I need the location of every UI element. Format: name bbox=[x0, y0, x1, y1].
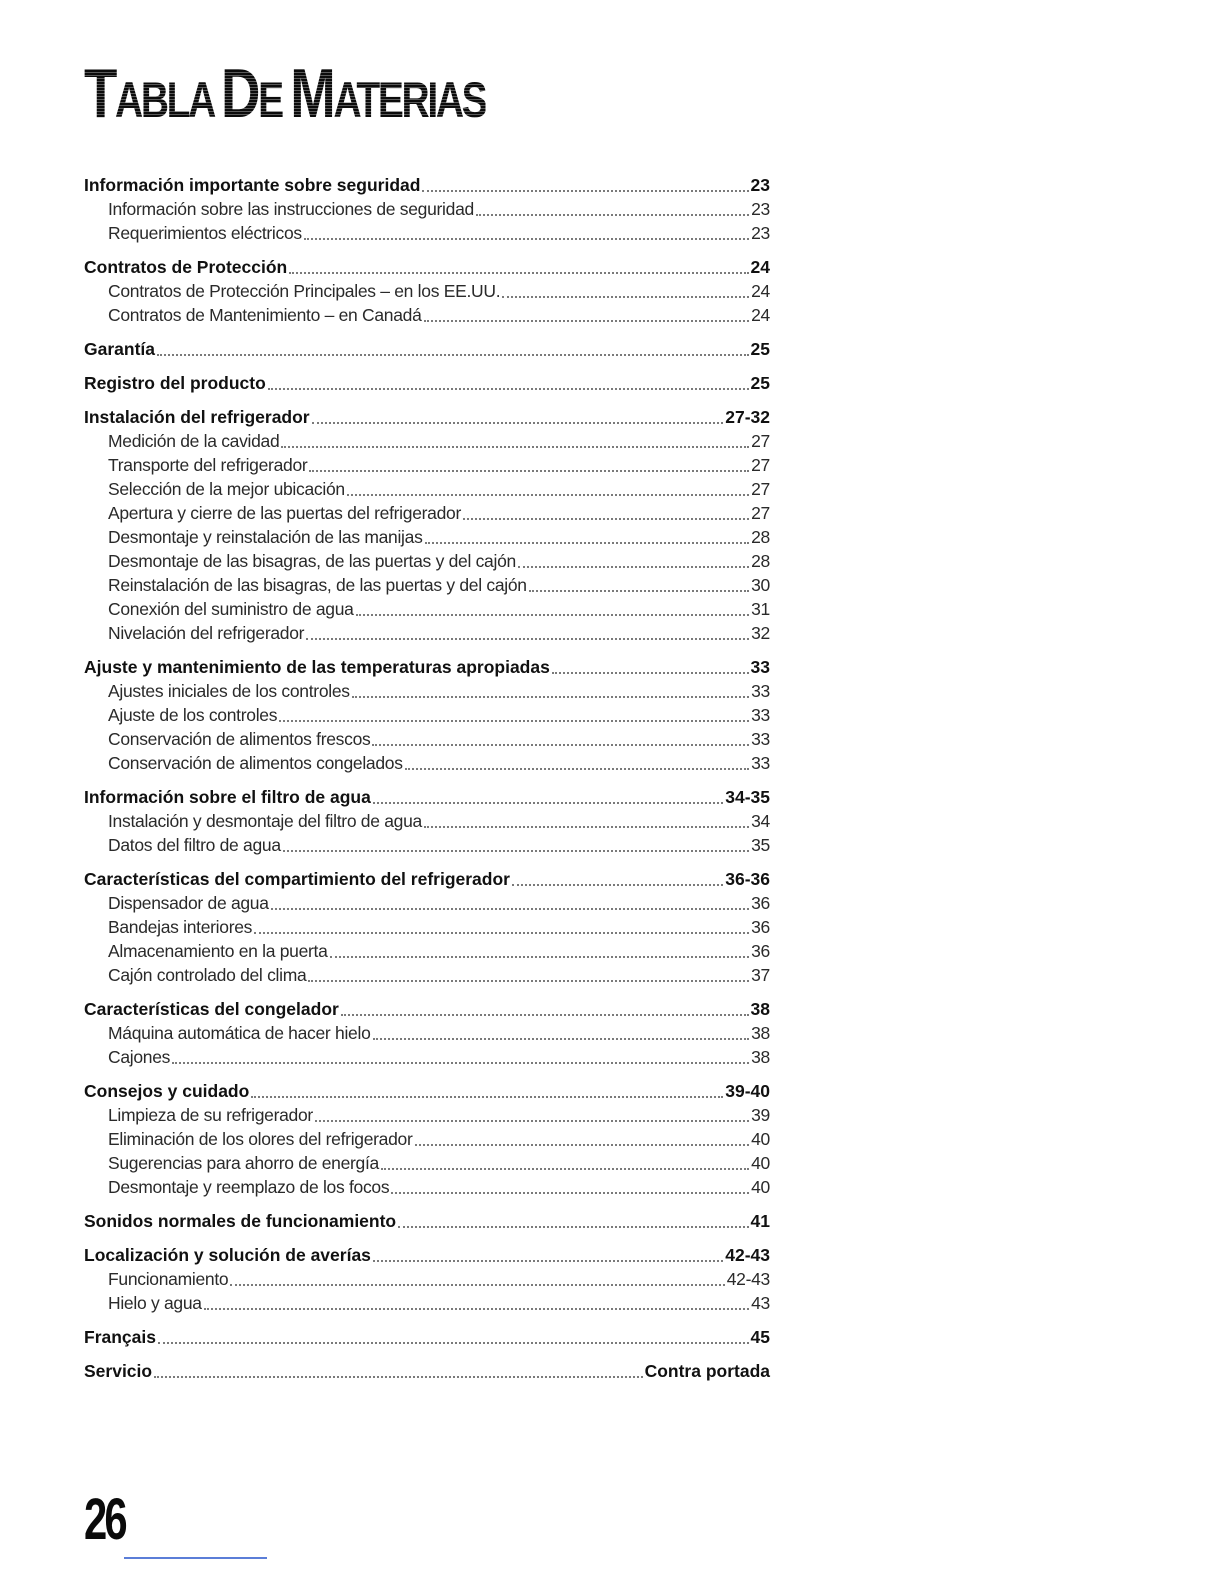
toc-subentry[interactable] bbox=[84, 963, 770, 987]
toc-entry-title: Instalación del refrigerador bbox=[84, 407, 310, 427]
dot-leader bbox=[281, 445, 749, 448]
toc-entry-page: 34-35 bbox=[725, 787, 770, 807]
toc-entry-title: Français bbox=[84, 1327, 156, 1347]
dot-leader bbox=[312, 421, 724, 424]
toc-entry-page: 36 bbox=[751, 941, 770, 961]
toc-entry-title: Servicio bbox=[84, 1361, 153, 1381]
toc-entry-title: Selección de la mejor ubicación bbox=[108, 479, 345, 499]
dot-leader bbox=[315, 1119, 749, 1122]
toc-entry-page: 42-43 bbox=[726, 1269, 770, 1289]
dot-leader bbox=[424, 319, 750, 322]
dot-leader bbox=[512, 883, 723, 886]
toc-entry-title: Reinstalación de las bisagras, de las puertas y del cajón bbox=[108, 575, 527, 595]
toc-subentry[interactable] bbox=[84, 525, 770, 549]
toc-section-heading[interactable] bbox=[84, 867, 770, 891]
toc-subentry[interactable] bbox=[84, 891, 770, 915]
toc-entry-title: Conexión del suministro de agua bbox=[108, 599, 354, 619]
toc-subentry[interactable] bbox=[84, 1127, 770, 1151]
toc-section-heading[interactable] bbox=[84, 1359, 770, 1383]
toc-entry-page: 23 bbox=[750, 175, 770, 195]
toc-entry-page: 37 bbox=[751, 965, 770, 985]
dot-leader bbox=[463, 517, 749, 520]
toc-entry-title: Características del compartimiento del refrigerador bbox=[84, 869, 510, 889]
toc-entry-title: Registro del producto bbox=[84, 373, 266, 393]
toc-subentry[interactable] bbox=[84, 597, 770, 621]
toc-section bbox=[84, 655, 770, 775]
dot-leader bbox=[279, 719, 749, 722]
toc-entry-title: Funcionamiento bbox=[108, 1269, 229, 1289]
toc-entry-title: Ajuste de los controles bbox=[108, 705, 278, 725]
toc-entry-page: 25 bbox=[750, 373, 770, 393]
toc-entry-page: 27 bbox=[751, 479, 770, 499]
toc-entry-title: Requerimientos eléctricos bbox=[108, 223, 302, 243]
toc-entry-title: Conservación de alimentos frescos bbox=[108, 729, 371, 749]
toc-entry-page: 42-43 bbox=[725, 1245, 770, 1265]
toc-subentry[interactable] bbox=[84, 573, 770, 597]
dot-leader bbox=[271, 907, 749, 910]
toc-entry-title: Ajuste y mantenimiento de las temperaturas apropiadas bbox=[84, 657, 550, 677]
toc-entry-title: Instalación y desmontaje del filtro de agua bbox=[108, 811, 422, 831]
toc-section bbox=[84, 337, 770, 361]
toc-entry-page: 41 bbox=[750, 1211, 770, 1231]
toc-section bbox=[84, 371, 770, 395]
dot-leader bbox=[381, 1167, 749, 1170]
dot-leader bbox=[254, 931, 749, 934]
toc-entry-title: Cajón controlado del clima bbox=[108, 965, 307, 985]
toc-entry-title: Sonidos normales de funcionamiento bbox=[84, 1211, 397, 1231]
toc-subentry[interactable] bbox=[84, 279, 770, 303]
toc-entry-page: 28 bbox=[751, 527, 770, 547]
toc-entry-title: Desmontaje y reinstalación de las manijas bbox=[108, 527, 423, 547]
toc-entry-title: Dispensador de agua bbox=[108, 893, 269, 913]
dot-leader bbox=[158, 1341, 749, 1344]
toc-section bbox=[84, 405, 770, 645]
dot-leader bbox=[341, 1013, 749, 1016]
toc-section bbox=[84, 867, 770, 987]
toc-entry-title: Eliminación de los olores del refrigerador bbox=[108, 1129, 413, 1149]
toc-entry-page: 25 bbox=[750, 339, 770, 359]
dot-leader bbox=[347, 493, 749, 496]
toc-section bbox=[84, 1209, 770, 1233]
toc-entry-page: 45 bbox=[750, 1327, 770, 1347]
toc-subentry[interactable] bbox=[84, 727, 770, 751]
toc-entry-page: 27 bbox=[751, 431, 770, 451]
toc-entry-title: Características del congelador bbox=[84, 999, 339, 1019]
toc-section-heading[interactable] bbox=[84, 997, 770, 1021]
toc-entry-page: 24 bbox=[750, 257, 770, 277]
toc-subentry[interactable] bbox=[84, 1151, 770, 1175]
toc-entry-page: 36-36 bbox=[725, 869, 770, 889]
toc-entry-title: Conservación de alimentos congelados bbox=[108, 753, 403, 773]
dot-leader bbox=[308, 979, 749, 982]
toc-section bbox=[84, 255, 770, 327]
toc-subentry[interactable] bbox=[84, 453, 770, 477]
page-number: 26 bbox=[84, 1487, 125, 1552]
toc-subentry[interactable] bbox=[84, 1291, 770, 1315]
toc-entry-title: Desmontaje y reemplazo de los focos bbox=[108, 1177, 390, 1197]
dot-leader bbox=[154, 1375, 642, 1378]
toc-entry-title: Nivelación del refrigerador bbox=[108, 623, 305, 643]
toc-entry-title: Localización y solución de averías bbox=[84, 1245, 371, 1265]
toc-entry-page: 23 bbox=[751, 199, 770, 219]
toc-subentry[interactable] bbox=[84, 1103, 770, 1127]
toc-entry-page: 30 bbox=[751, 575, 770, 595]
toc-subentry[interactable] bbox=[84, 549, 770, 573]
toc-section bbox=[84, 1243, 770, 1315]
toc-subentry[interactable] bbox=[84, 221, 770, 245]
toc-section bbox=[84, 1079, 770, 1199]
toc-entry-title: Ajustes iniciales de los controles bbox=[108, 681, 350, 701]
dot-leader bbox=[425, 541, 750, 544]
toc-subentry[interactable] bbox=[84, 939, 770, 963]
toc-entry-title: Información importante sobre seguridad bbox=[84, 175, 421, 195]
toc-entry-page: 33 bbox=[751, 681, 770, 701]
dot-leader bbox=[373, 1259, 723, 1262]
toc-entry-title: Información sobre el filtro de agua bbox=[84, 787, 371, 807]
toc-section-heading[interactable] bbox=[84, 371, 770, 395]
toc-section-heading[interactable] bbox=[84, 337, 770, 361]
dot-leader bbox=[283, 849, 749, 852]
toc-entry-page: 27-32 bbox=[725, 407, 770, 427]
toc-entry-page: 40 bbox=[751, 1177, 770, 1197]
toc-section-heading[interactable] bbox=[84, 405, 770, 429]
toc-entry-page: 24 bbox=[751, 305, 770, 325]
dot-leader bbox=[422, 189, 748, 192]
toc-entry-page: 43 bbox=[751, 1293, 770, 1313]
toc-entry-page: 32 bbox=[751, 623, 770, 643]
dot-leader bbox=[330, 955, 750, 958]
toc-entry-page: 31 bbox=[751, 599, 770, 619]
toc-subentry[interactable] bbox=[84, 915, 770, 939]
toc-entry-page: 27 bbox=[751, 503, 770, 523]
toc-entry-title: Hielo y agua bbox=[108, 1293, 202, 1313]
toc-entry-title: Desmontaje de las bisagras, de las puertas y del cajón bbox=[108, 551, 516, 571]
dot-leader bbox=[398, 1225, 748, 1228]
toc-subentry[interactable] bbox=[84, 1175, 770, 1199]
page-title: TABLA DE MATERIAS bbox=[84, 58, 485, 135]
toc-entry-title: Limpieza de su refrigerador bbox=[108, 1105, 313, 1125]
toc-subentry[interactable] bbox=[84, 679, 770, 703]
toc-entry-title: Medición de la cavidad bbox=[108, 431, 280, 451]
dot-leader bbox=[405, 767, 749, 770]
toc-subentry[interactable] bbox=[84, 501, 770, 525]
toc-subentry[interactable] bbox=[84, 1267, 770, 1291]
toc-entry-page: 39 bbox=[751, 1105, 770, 1125]
toc-entry-page: 38 bbox=[751, 1023, 770, 1043]
dot-leader bbox=[518, 565, 749, 568]
table-of-contents bbox=[84, 173, 770, 1393]
toc-entry-title: Bandejas interiores bbox=[108, 917, 253, 937]
toc-entry-page: 33 bbox=[751, 753, 770, 773]
footer-rule bbox=[124, 1557, 267, 1559]
dot-leader bbox=[391, 1191, 749, 1194]
dot-leader bbox=[356, 613, 750, 616]
toc-subentry[interactable] bbox=[84, 197, 770, 221]
toc-entry-title: Apertura y cierre de las puertas del refrigerador bbox=[108, 503, 461, 523]
toc-entry-page: 33 bbox=[751, 705, 770, 725]
dot-leader bbox=[373, 801, 723, 804]
toc-entry-page: 38 bbox=[750, 999, 770, 1019]
dot-leader bbox=[529, 589, 749, 592]
toc-subentry[interactable] bbox=[84, 429, 770, 453]
toc-entry-page: 40 bbox=[751, 1129, 770, 1149]
toc-section-heading[interactable] bbox=[84, 1079, 770, 1103]
toc-entry-page: 40 bbox=[751, 1153, 770, 1173]
toc-section bbox=[84, 1325, 770, 1349]
toc-entry-title: Información sobre las instrucciones de seguridad bbox=[108, 199, 474, 219]
toc-subentry[interactable] bbox=[84, 303, 770, 327]
toc-section bbox=[84, 173, 770, 245]
dot-leader bbox=[372, 743, 749, 746]
dot-leader bbox=[204, 1307, 749, 1310]
toc-subentry[interactable] bbox=[84, 1021, 770, 1045]
toc-entry-page: 33 bbox=[751, 729, 770, 749]
dot-leader bbox=[476, 213, 749, 216]
toc-entry-title: Transporte del refrigerador bbox=[108, 455, 308, 475]
toc-entry-page: 34 bbox=[751, 811, 770, 831]
toc-entry-title: Contratos de Protección bbox=[84, 257, 288, 277]
dot-leader bbox=[415, 1143, 750, 1146]
dot-leader bbox=[304, 237, 749, 240]
toc-entry-page: 28 bbox=[751, 551, 770, 571]
toc-section bbox=[84, 1359, 770, 1383]
toc-entry-title: Cajones bbox=[108, 1047, 171, 1067]
toc-subentry[interactable] bbox=[84, 751, 770, 775]
toc-entry-title: Contratos de Protección Principales – en los EE.UU. bbox=[108, 281, 501, 301]
toc-section-heading[interactable] bbox=[84, 255, 770, 279]
dot-leader bbox=[352, 695, 749, 698]
dot-leader bbox=[157, 353, 749, 356]
toc-section bbox=[84, 997, 770, 1069]
toc-subentry[interactable] bbox=[84, 833, 770, 857]
toc-entry-page: 23 bbox=[751, 223, 770, 243]
dot-leader bbox=[230, 1283, 724, 1286]
dot-leader bbox=[373, 1037, 750, 1040]
toc-entry-title: Máquina automática de hacer hielo bbox=[108, 1023, 371, 1043]
toc-section-heading[interactable] bbox=[84, 1209, 770, 1233]
toc-subentry[interactable] bbox=[84, 1045, 770, 1069]
toc-entry-page: 27 bbox=[751, 455, 770, 475]
dot-leader bbox=[289, 271, 748, 274]
toc-entry-title: Garantía bbox=[84, 339, 155, 359]
toc-entry-page: Contra portada bbox=[644, 1361, 770, 1381]
toc-section bbox=[84, 785, 770, 857]
toc-entry-page: 33 bbox=[750, 657, 770, 677]
dot-leader bbox=[251, 1095, 723, 1098]
toc-entry-title: Consejos y cuidado bbox=[84, 1081, 250, 1101]
toc-entry-page: 35 bbox=[751, 835, 770, 855]
dot-leader bbox=[268, 387, 749, 390]
toc-entry-title: Sugerencias para ahorro de energía bbox=[108, 1153, 379, 1173]
toc-entry-page: 36 bbox=[751, 893, 770, 913]
toc-section-heading[interactable] bbox=[84, 785, 770, 809]
toc-subentry[interactable] bbox=[84, 809, 770, 833]
toc-subentry[interactable] bbox=[84, 621, 770, 645]
dot-leader bbox=[309, 469, 749, 472]
toc-section-heading[interactable] bbox=[84, 655, 770, 679]
toc-entry-page: 24 bbox=[751, 281, 770, 301]
toc-entry-title: Almacenamiento en la puerta bbox=[108, 941, 328, 961]
toc-section-heading[interactable] bbox=[84, 173, 770, 197]
dot-leader bbox=[172, 1061, 749, 1064]
dot-leader bbox=[424, 825, 749, 828]
toc-subentry[interactable] bbox=[84, 703, 770, 727]
dot-leader bbox=[552, 671, 749, 674]
toc-section-heading[interactable] bbox=[84, 1243, 770, 1267]
toc-entry-page: 36 bbox=[751, 917, 770, 937]
toc-entry-title: Datos del filtro de agua bbox=[108, 835, 281, 855]
toc-section-heading[interactable] bbox=[84, 1325, 770, 1349]
toc-entry-page: 38 bbox=[751, 1047, 770, 1067]
toc-entry-title: Contratos de Mantenimiento – en Canadá bbox=[108, 305, 422, 325]
dot-leader bbox=[306, 637, 749, 640]
toc-entry-page: 39-40 bbox=[725, 1081, 770, 1101]
toc-subentry[interactable] bbox=[84, 477, 770, 501]
dot-leader bbox=[502, 295, 749, 298]
